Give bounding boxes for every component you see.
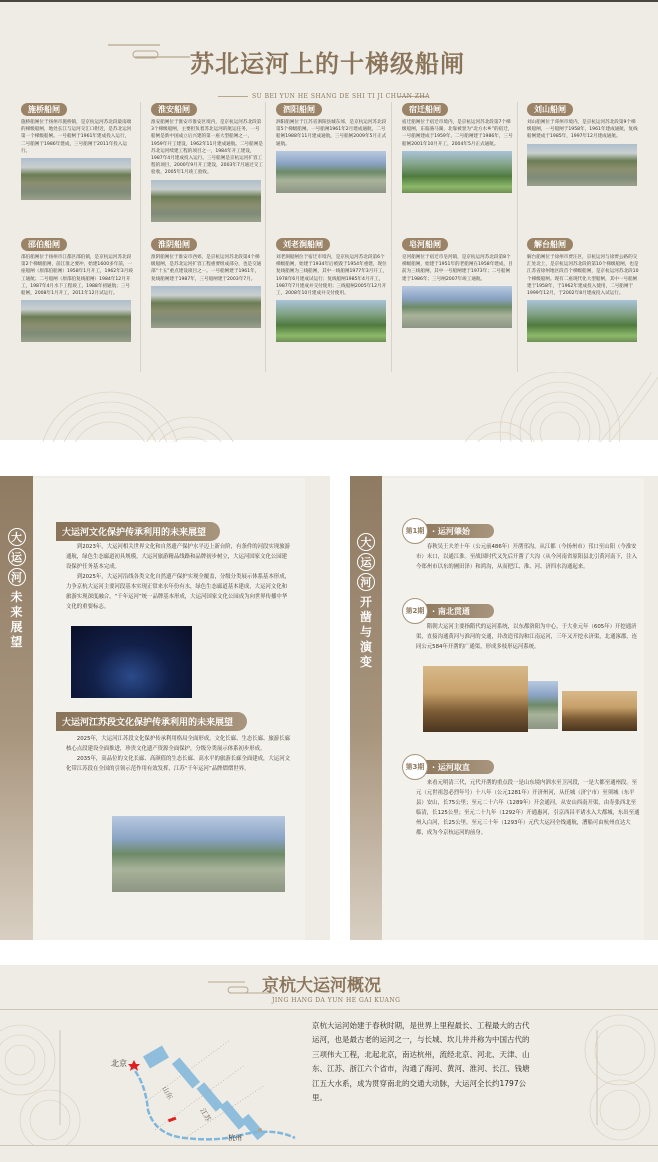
lock-aerial-photo: [527, 144, 637, 186]
sidebar-title: 开凿与演变: [359, 595, 372, 669]
map-label-shandong: 山东: [160, 1085, 175, 1102]
lock-name-badge: 泗阳船闸: [276, 103, 322, 116]
lock-card: [276, 238, 390, 342]
lock-aerial-photo: [151, 286, 261, 328]
lock-aerial-photo: [276, 151, 386, 193]
section-future-outlook: [0, 476, 330, 940]
lock-card: [21, 103, 135, 200]
section-title: 京杭大运河概况: [262, 976, 381, 996]
lock-description: 刘山船闸位于邳州市境内，是京杭运河苏北段第9个梯级船闸，一号船闸于1958年，1961年建成通航，复线船闸建成于1985年，1997年12月建成通航。: [527, 120, 638, 140]
lock-description: 淮阴船闸位于淮安市西郊，是京杭运河苏北段第4个梯级船闸，是苏北运河扩容工程重要组成部分，也是交通部“十五”重点建设项目之一。一号船闸建于1961年，复线船闸建于1987年，三号船闸建于2003年7月。: [151, 255, 262, 282]
lock-name-badge: 宿迁船闸: [402, 103, 448, 116]
night-aerial-photo: [71, 626, 192, 698]
sidebar-strip: [350, 476, 382, 940]
lock-description: 淮安船闸位于淮安市淮安区境内，是京杭运河苏北段第3个梯级船闸，主要担负着苏北运河的航运任务，一号船闸是新中国成立后兴建的第一座大型船闸之一，1959年开工建设，1962年11月建成通航。二号船闸是苏北运河续建工程的项目之一，1984年开工建设，1987年4月建成投入运行。三号船闸是京杭运河扩容工程的项目，2000年9月开工建设，2003年7月通过交工验收，2005年1月竣工验收。: [151, 120, 263, 176]
paragraph: 到2025年，大运河沿线各类文化自然遗产保护实现全覆盖，分级分类展示体系基本形成，力争京杭大运河主要河段基本实现正常来水年份有水，绿色生态廊道基本建成，大运河文化和旅游实现深度融合，“千年运河”统一品牌基本形成，大运河国家文化公园成为向世界传播中华文化的重要标志。: [66, 574, 290, 610]
title-underline: [218, 96, 248, 97]
paragraph: 隋朝大运河主要指隋代的运河系统，以东都洛阳为中心，于大业元年（605年）开挖通济渠，直接沟通黄河与淮河的交通，并改造邗沟和江南运河，三年又开挖永济渠，北通涿郡，连同公元584年开凿的广通渠，形成多枝形运河系统。: [416, 624, 638, 650]
phase-heading-2: [406, 604, 494, 618]
map-label-beijing: 北京: [111, 1059, 127, 1068]
ancient-ships-painting: [423, 666, 528, 732]
lock-aerial-photo: [21, 300, 131, 342]
overview-text: 京杭大运河始建于春秋时期，是世界上里程最长、工程最大的古代运河，也是最古老的运河之一，与长城、坎儿井并称为中国古代的三项伟大工程，北起北京，南达杭州，流经北京、河北、天津、山东、江苏、浙江六个省市，沟通了海河、黄河、淮河、长江、钱塘江五大水系，成为贯穿南北的交通大动脉，大运河全长约1797公里。: [312, 1021, 530, 1103]
lock-aerial-photo: [527, 300, 637, 342]
lock-card: [276, 103, 390, 193]
lock-name-badge: 皂河船闸: [402, 238, 448, 251]
lock-description: 泗阳船闸位于江苏省泗阳县城东郊，是京杭运河苏北段第5个梯级船闸。一号船闸1961年2月建成通航，二号船闸1988年11月建成通航，三号船闸2009年5月正式通航。: [276, 120, 387, 147]
lock-name-badge: 施桥船闸: [21, 103, 67, 116]
phase-heading-1: [406, 524, 494, 538]
lock-card: [402, 238, 516, 328]
lock-aerial-photo: [402, 286, 512, 328]
paragraph: 2025年，大运河江苏段文化保护传承利用格局全面形成，文化长廊、生态长廊、旅游长廊核心点段建设全面推进，珍贵文化遗产资源全面保护，分级分类展示体系初步形成。: [66, 736, 290, 752]
lock-card: [402, 103, 516, 193]
lock-card: [527, 103, 641, 186]
sidebar-circle-char: 运: [357, 553, 375, 571]
heading-jiangsu-outlook: 大运河江苏段文化保护传承利用的未来展望: [56, 712, 247, 731]
lock-description: 皂河船闸位于宿迁市皂河镇，是京杭运河苏北段第8个梯级船闸，始建于1951年的老船闸在1958年建成，目前为三线船闸，其中一号船闸建于1973年；二号船闸建于1986年；三号闸2007年竣工通航。: [402, 255, 513, 282]
phase-number: 第3期: [402, 754, 428, 780]
heading-future-outlook: 大运河文化保护传承利用的未来展望: [56, 522, 220, 541]
sailing-ships-photo: [562, 691, 637, 731]
lock-description: 宿迁船闸位于宿迁市境内，是京杭运河苏北段第7个梯级船闸，东临骆马湖，北靠被誉为“北方水乡”的宿迁，一号船闸建成于1959年，二号船闸建于1986年，三号船闸2001年10月开工，2004年5月正式通航。: [402, 120, 513, 147]
lock-name-badge: 刘老涧船闸: [276, 238, 330, 251]
lock-name-badge: 刘山船闸: [527, 103, 573, 116]
lock-description: 解台船闸位于徐州市贾汪区，京杭运河与徐贾公路的交汇处北上，是京杭运河苏北段的第10个梯级船闸，也是江苏省徐州地区段首个梯级船闸，是京杭运河苏北段10个梯级船闸。现有二座现代化大型船闸，其中一号船闸建于1958年，于1962年建成投入使用，二号船闸于1999年12月，于2002年8月建成投入试运行。: [527, 255, 639, 297]
sidebar-circle-char: 河: [357, 573, 375, 591]
lock-aerial-photo: [151, 180, 261, 222]
lock-description: 施桥船闸位于扬州市施桥镇，是京杭运河苏北段最南端的梯级船闸，地处长江与运河交汇口附近，是苏北运河第一个梯级船闸。一号船闸于1961年建成投入运行，二号船闸于1986年建成，三号船闸于2011年投入运行。: [21, 120, 132, 154]
lock-card: [151, 238, 265, 328]
sidebar-circle-char: 河: [8, 568, 26, 586]
lock-card: [151, 103, 265, 222]
section-subtitle-en: JING HANG DA YUN HE GAI KUANG: [272, 997, 401, 1004]
phase-title: · 运河肇始: [432, 526, 470, 536]
sidebar-circle-char: 大: [357, 533, 375, 551]
sidebar-circle-char: 运: [8, 548, 26, 566]
canal-route-map: [100, 1010, 300, 1145]
scroll-ornament-icon: [100, 40, 190, 60]
wave-pattern-decoration: [0, 372, 658, 442]
lock-card: [21, 238, 135, 342]
phase-title: · 运河取直: [432, 762, 470, 772]
paragraph: 春秋吴王夫差十年（公元前486年）开凿邗沟，从江都（今扬州市）邗口至山阳（今淮安市）末口，以通江淮。至战国时代又先后开凿了大沟（从今河南省原阳县北引黄河南下，注入今郑州市以东的圃田泽）和鸿沟，从而把江、淮、河、济四水沟通起来。: [416, 544, 638, 570]
lock-aerial-photo: [276, 300, 386, 342]
phase-heading-3: [406, 760, 494, 774]
map-label-jiangsu: 江苏: [198, 1107, 213, 1124]
lock-aerial-photo: [402, 151, 512, 193]
sidebar-circle-char: 大: [8, 528, 26, 546]
region-boxes: [143, 1045, 265, 1140]
paragraph: 2035年，高品位的文化长廊、高颜值的生态长廊、高水平的旅游长廊全面建成，大运河文化带江苏段在全国的引领示范作用有效发挥，江苏“千年运河”品牌熠熠世界。: [66, 756, 290, 772]
city-canal-photo: [112, 816, 285, 892]
paragraph: 来看元明清三代，元代开凿的重点段一是山东境内泗水至卫河段，一是大都至通州段。至元（元世祖忽必烈年号）十八年（公元1281年）开济州河，从任城（济宁市）至须城（东平县）安山，长75公里；至元二十六年（1289年）开会通河，从安山西南开渠，由寿张西北至临清，长125公里；至元二十九年（1292年）开通惠河，引京西昌平诸水入大都城，东出至通州入白河，长25公里。至元三十年（1293年）元代大运河全线通航，漕船可由杭州直达大都，成为今京杭运河的前身。: [416, 780, 640, 836]
lock-name-badge: 解台船闸: [527, 238, 573, 251]
lock-card: [527, 238, 641, 342]
phase-title: · 南北贯通: [432, 606, 470, 616]
section-ten-locks: [0, 0, 658, 440]
lock-aerial-photo: [21, 158, 131, 200]
sidebar-strip: [0, 476, 33, 940]
section-canal-overview: [0, 965, 658, 1162]
lock-name-badge: 邵伯船闸: [21, 238, 67, 251]
lock-name-badge: 淮安船闸: [151, 103, 197, 116]
section-subtitle-en: SU BEI YUN HE SHANG DE SHI TI JI CHUAN ZHA: [252, 93, 431, 100]
lock-description: 邵伯船闸位于扬州市江都区邵伯镇，是京杭运河苏北段第2个梯级船闸，前江淮之要冲，始建1600多年前，一座船闸（原邵伯船闸）1958年1月开工，1962年3月竣工通航；二号船闸（原邵伯复线船闸）1984年12月开工，1987年4月水下工程竣工，1988年初通航；三号船闸，2008年1月开工，2011年12月试运行。: [21, 255, 133, 297]
lock-description: 刘老涧船闸位于宿迁市境内，是京杭运河苏北段第6个梯级船闸，始建于1934年后被毁于1954年重建，现位复线船闸为三线船闸，其中一线船闸1977年3月开工，1978年6月建成试运行；复线船闸1985年4月开工，1987年7月建成并交付使用；三线船闸2005年12月开工，2008年10月建成并交付使用。: [276, 255, 388, 297]
section-excavation-evolution: [350, 476, 658, 940]
map-label-hangzhou: 杭州: [228, 1134, 242, 1142]
paragraph: 到2023年，大运河相关世界文化和自然遗产保护水平迈上新台阶，有条件的河段实现旅游通航，绿色生态廊道初具规模，大运河旅游精品线路和品牌初步树立，大运河国家文化公园建设保护任务基本完成。: [66, 544, 290, 570]
sidebar-title: 未来展望: [10, 590, 23, 649]
paragraph-group: [66, 542, 291, 612]
section-title: 苏北运河上的十梯级船闸: [190, 49, 465, 78]
phase-number: 第1期: [402, 518, 428, 544]
phase-number: 第2期: [402, 598, 428, 624]
paragraph-group: [66, 734, 291, 774]
lock-name-badge: 淮阴船闸: [151, 238, 197, 251]
ancient-canal-photo: [528, 681, 558, 729]
